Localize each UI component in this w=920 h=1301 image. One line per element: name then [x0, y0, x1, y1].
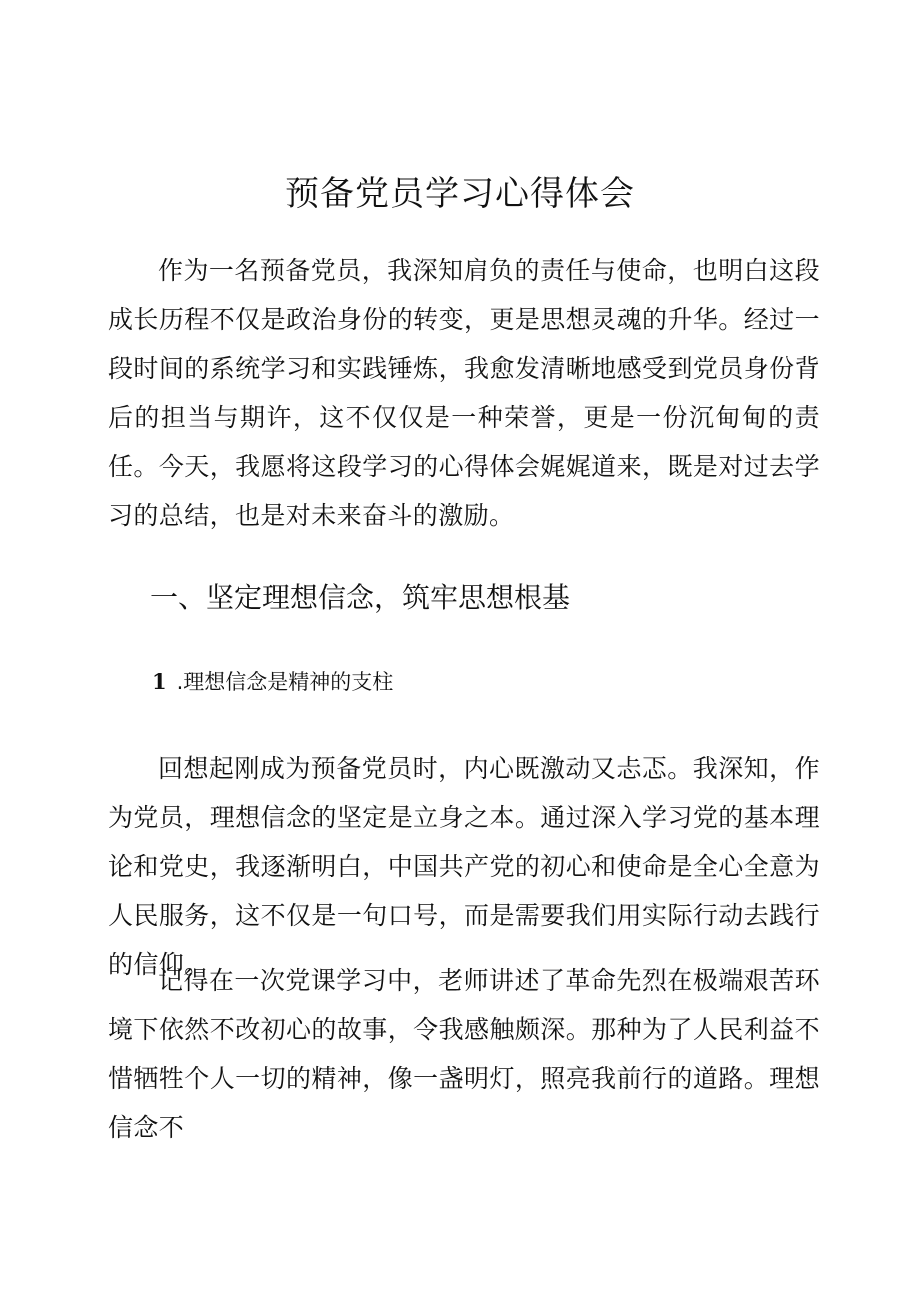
- body-paragraph-2: 记得在一次党课学习中，老师讲述了革命先烈在极端艰苦环境下依然不改初心的故事，令我感触颇深。那种为了人民利益不惜牺牲个人一切的精神，像一盏明灯，照亮我前行的道路。理想信念不: [108, 966, 820, 1142]
- body-paragraph-1: 回想起刚成为预备党员时，内心既激动又忐忑。我深知，作为党员，理想信念的坚定是立身之本。通过深入学习党的基本理论和党史，我逐渐明白，中国共产党的初心和使命是全心全意为人民服务，这不仅是一句口号，而是需要我们用实际行动去践行的信仰。: [108, 754, 820, 979]
- subsection-heading-text: .理想信念是精神的支柱: [176, 670, 394, 694]
- subsection-number: 1: [152, 669, 167, 694]
- intro-paragraph: 作为一名预备党员，我深知肩负的责任与使命，也明白这段成长历程不仅是政治身份的转变，更是思想灵魂的升华。经过一段时间的系统学习和实践锤炼，我愈发清晰地感受到党员身份背后的担当与期许，这不仅仅是一种荣誉，更是一份沉甸甸的责任。今天，我愿将这段学习的心得体会娓娓道来，既是对过去学习的总结，也是对未来奋斗的激励。: [108, 256, 820, 530]
- document-title: 预备党员学习心得体会: [285, 174, 635, 214]
- section-heading-1: 一、坚定理想信念，筑牢思想根基: [150, 581, 571, 614]
- subsection-heading-1: [152, 664, 393, 700]
